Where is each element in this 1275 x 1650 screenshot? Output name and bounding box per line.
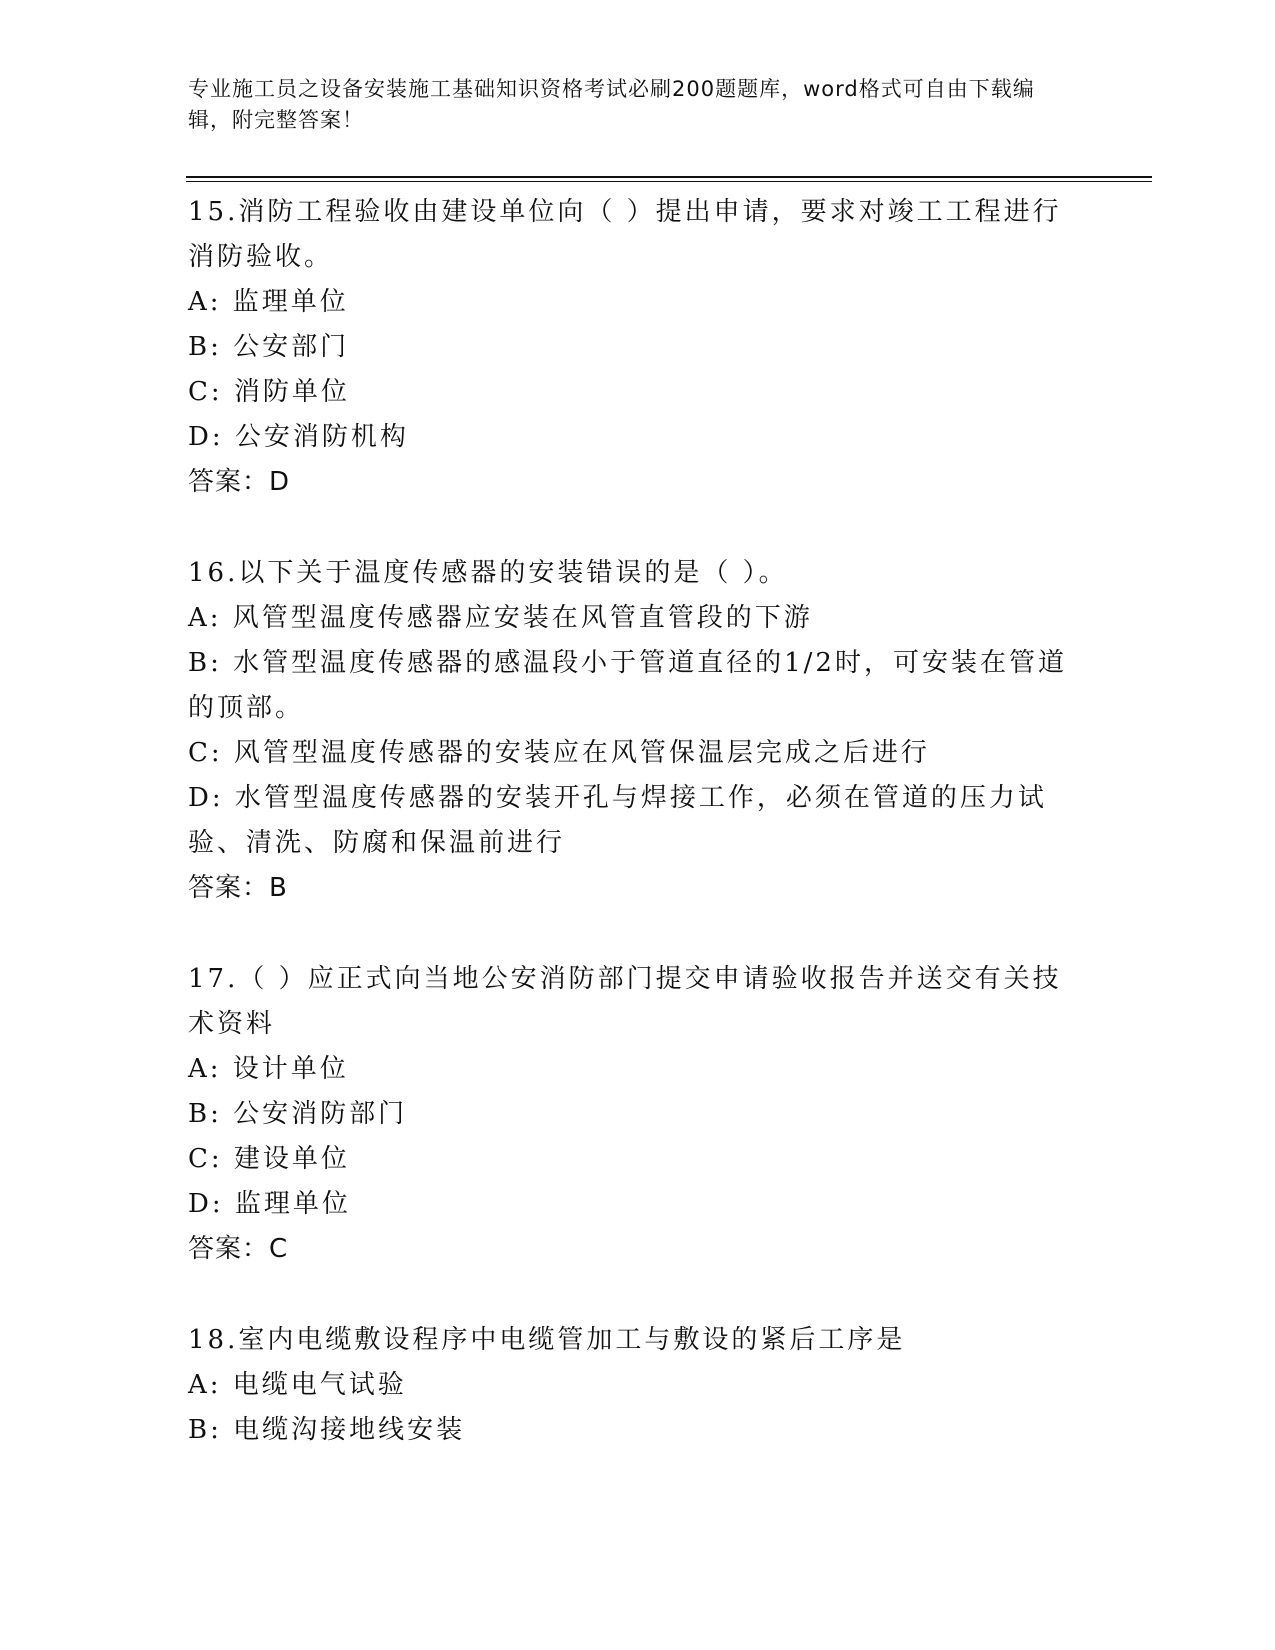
option-a: A: 监理单位	[188, 287, 349, 317]
option-b: B: 公安部门	[188, 332, 350, 362]
answer-line: 答案：D	[188, 467, 291, 497]
question-list	[188, 190, 1088, 1453]
option-c: C: 消防单位	[188, 377, 350, 407]
option-a: A: 风管型温度传感器应安装在风管直管段的下游	[188, 603, 813, 633]
option-a: A: 设计单位	[188, 1054, 349, 1084]
option-d: D: 水管型温度传感器的安装开孔与焊接工作，必须在管道的压力试验、清洗、防腐和保温前进行	[188, 783, 1047, 858]
header-divider-thick	[186, 176, 1152, 178]
option-d: D: 公安消防机构	[188, 422, 409, 452]
question-17	[188, 957, 1088, 1272]
question-18	[188, 1318, 1088, 1453]
question-stem: 17.（ ）应正式向当地公安消防部门提交申请验收报告并送交有关技术资料	[188, 964, 1062, 1039]
option-d: D: 监理单位	[188, 1189, 351, 1219]
option-c: C: 风管型温度传感器的安装应在风管保温层完成之后进行	[188, 738, 930, 768]
question-16	[188, 551, 1088, 911]
option-c: C: 建设单位	[188, 1144, 350, 1174]
option-b: B: 电缆沟接地线安装	[188, 1415, 466, 1445]
question-stem: 16.以下关于温度传感器的安装错误的是（ ）。	[188, 558, 788, 588]
header-divider-thin	[186, 181, 1152, 182]
question-stem: 18.室内电缆敷设程序中电缆管加工与敷设的紧后工序是	[188, 1325, 906, 1355]
document-header: 专业施工员之设备安装施工基础知识资格考试必刷200题题库，word格式可自由下载编辑，附完整答案！	[188, 77, 1035, 132]
answer-line: 答案：B	[188, 873, 288, 903]
option-a: A: 电缆电气试验	[188, 1370, 407, 1400]
question-stem: 15.消防工程验收由建设单位向（ ）提出申请，要求对竣工工程进行消防验收。	[188, 197, 1062, 272]
answer-line: 答案：C	[188, 1234, 289, 1264]
option-b: B: 公安消防部门	[188, 1099, 408, 1129]
option-b: B: 水管型温度传感器的感温段小于管道直径的1/2时，可安装在管道的顶部。	[188, 648, 1067, 723]
question-15	[188, 190, 1088, 505]
